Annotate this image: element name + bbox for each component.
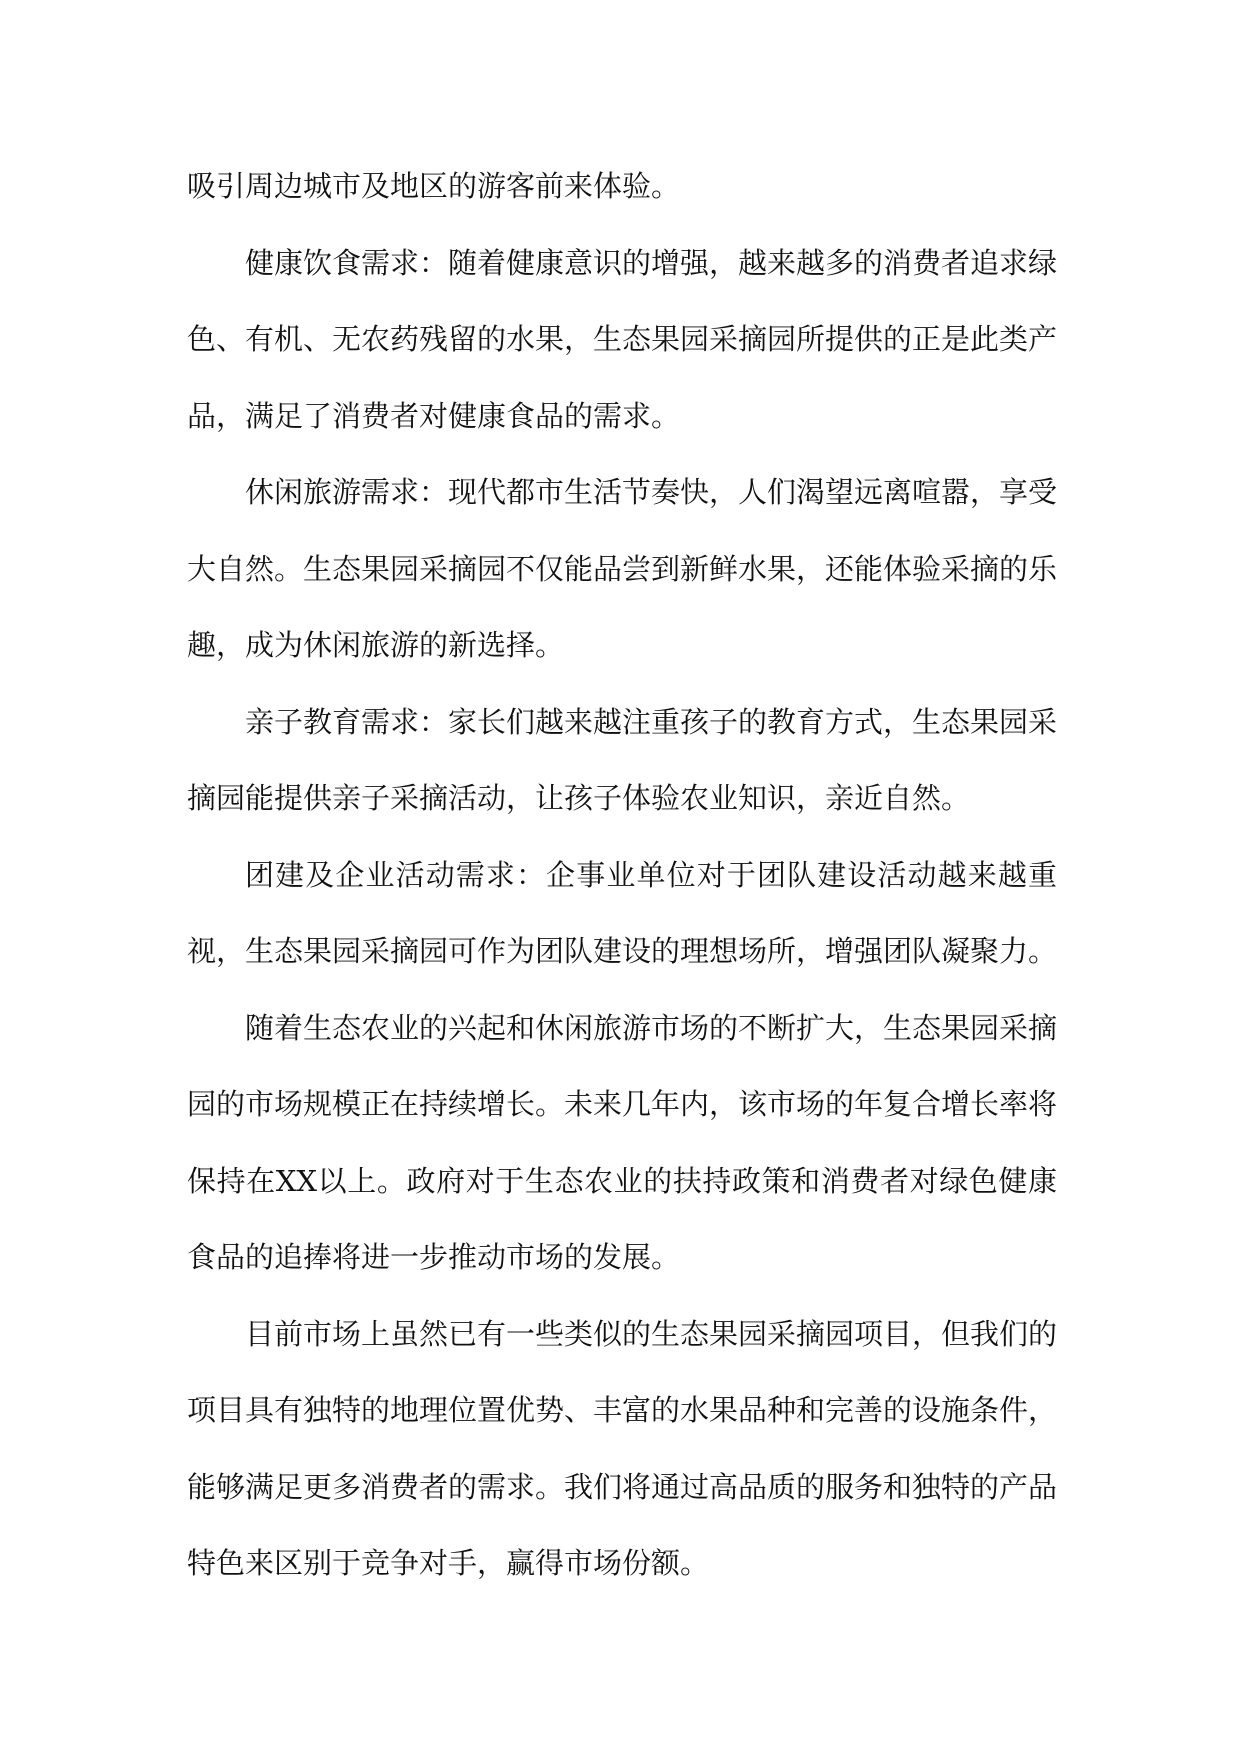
paragraph-healthy-diet-demand: 健康饮食需求：随着健康意识的增强，越来越多的消费者追求绿色、有机、无农药残留的水果，生态果园采摘园所提供的正是此类产品，满足了消费者对健康食品的需求。 bbox=[187, 245, 1058, 433]
document-body bbox=[187, 148, 1057, 1602]
paragraph-family-education-demand: 亲子教育需求：家长们越来越注重孩子的教育方式，生态果园采摘园能提供亲子采摘活动，让孩子体验农业知识，亲近自然。 bbox=[187, 704, 1058, 815]
paragraph-continuation: 吸引周边城市及地区的游客前来体验。 bbox=[187, 169, 681, 203]
paragraph-market-scale: 随着生态农业的兴起和休闲旅游市场的不断扩大，生态果园采摘园的市场规模正在持续增长。未来几年内，该市场的年复合增长率将保持在XX以上。政府对于生态农业的扶持政策和消费者对绿色健康食品的追捧将进一步推动市场的发展。 bbox=[187, 1010, 1058, 1274]
paragraph-team-building-demand: 团建及企业活动需求：企事业单位对于团队建设活动越来越重视，生态果园采摘园可作为团队建设的理想场所，增强团队凝聚力。 bbox=[187, 857, 1058, 968]
paragraph-competition: 目前市场上虽然已有一些类似的生态果园采摘园项目，但我们的项目具有独特的地理位置优势、丰富的水果品种和完善的设施条件，能够满足更多消费者的需求。我们将通过高品质的服务和独特的产品特色来区别于竞争对手，赢得市场份额。 bbox=[187, 1316, 1058, 1580]
paragraph-leisure-travel-demand: 休闲旅游需求：现代都市生活节奏快，人们渴望远离喧嚣，享受大自然。生态果园采摘园不仅能品尝到新鲜水果，还能体验采摘的乐趣，成为休闲旅游的新选择。 bbox=[187, 475, 1058, 662]
